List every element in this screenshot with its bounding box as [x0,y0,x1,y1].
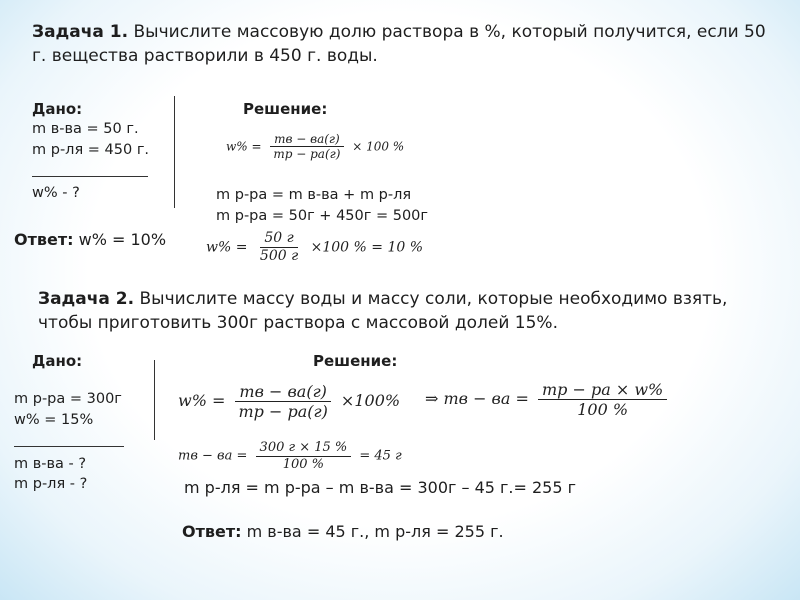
task2-calc-den: 100 % [282,456,325,472]
task2-formula2-num: mр − ра × w% [538,380,667,400]
task1-formula-den: mр − ра(г) [273,147,341,162]
task2-solution-label: Решение: [313,352,398,370]
task2-find-1: m в-ва - ? [14,456,87,472]
task1-given-divider [32,176,148,177]
task2-step: m р-ля = m р-ра – m в-ва = 300г – 45 г.= 255 г [184,478,577,497]
task2-formula2-fraction [538,380,667,419]
task1-calc-lhs: w% = [206,239,248,256]
task1-given-2: m р-ля = 450 г. [32,142,150,158]
task1-solution-label: Решение: [243,100,328,118]
task2-answer-label: Ответ: [182,522,242,541]
task2-find-2: m р-ля - ? [14,476,88,492]
task2-given-1: m р-ра = 300г [14,391,122,407]
task2-title [38,287,758,335]
task1-vertical-divider [174,96,175,208]
task2-formula1-tail: ×100% [340,391,401,411]
task1-calc-num: 50 г [260,230,297,248]
task2-calc-tail: = 45 г [359,448,402,464]
task2-calc-fraction [256,440,352,472]
task2-formula1-den: mр − ра(г) [238,402,328,422]
task2-formula2-lhs: ⇒ mв − ва = [425,389,529,409]
task1-calc-fraction [256,230,302,265]
task1-formula-lhs: w% = [226,139,262,154]
task1-title-text: Вычислите массовую долю раствора в %, который получится, если 50 г. вещества растворили в 450 г. воды. [32,22,766,66]
task1-find: w% - ? [32,185,80,201]
task2-vertical-divider [154,360,155,440]
task2-answer-value: m в-ва = 45 г., m р-ля = 255 г. [246,522,504,541]
task2-title-bold: Задача 2. [38,289,135,309]
task2-given-2: w% = 15% [14,412,94,428]
task2-formula1-num: mв − ва(г) [235,382,330,402]
task2-formula1 [178,382,400,421]
task1-title-bold: Задача 1. [32,22,129,42]
task1-calc-den: 500 г [259,247,299,264]
task2-formula1-lhs: w% = [178,391,226,411]
task2-calc-num: 300 г × 15 % [256,440,352,457]
task1-calc [206,230,423,265]
task1-formula-tail: × 100 % [352,139,405,154]
task1-step-1: m р-ра = m в-ва + m р-ля [216,187,412,203]
task2-calc-lhs: mв − ва = [178,448,248,464]
task1-answer [14,230,166,249]
task2-calc [178,440,402,472]
task1-given-1: m в-ва = 50 г. [32,121,139,137]
task2-formula2 [425,380,671,419]
task1-answer-label: Ответ: [14,230,74,249]
task1-formula-fraction [269,132,344,162]
task2-given-label: Дано: [32,352,83,370]
task1-calc-tail: ×100 % = 10 % [310,239,424,256]
task2-formula1-fraction [234,382,331,421]
task1-step-2: m р-ра = 50г + 450г = 500г [216,208,429,224]
task1-answer-value: w% = 10% [78,230,167,249]
task2-given-divider [14,446,124,447]
task1-given-label: Дано: [32,100,83,118]
task2-answer [182,522,504,541]
task2-title-text: Вычислите массу воды и массу соли, которые необходимо взять, чтобы приготовить 300г раствора с массовой долей 15%. [38,289,728,333]
task1-formula [226,132,404,162]
task1-title [32,20,772,68]
task2-formula2-den: 100 % [577,400,629,420]
task1-formula-num: mв − ва(г) [270,132,344,147]
